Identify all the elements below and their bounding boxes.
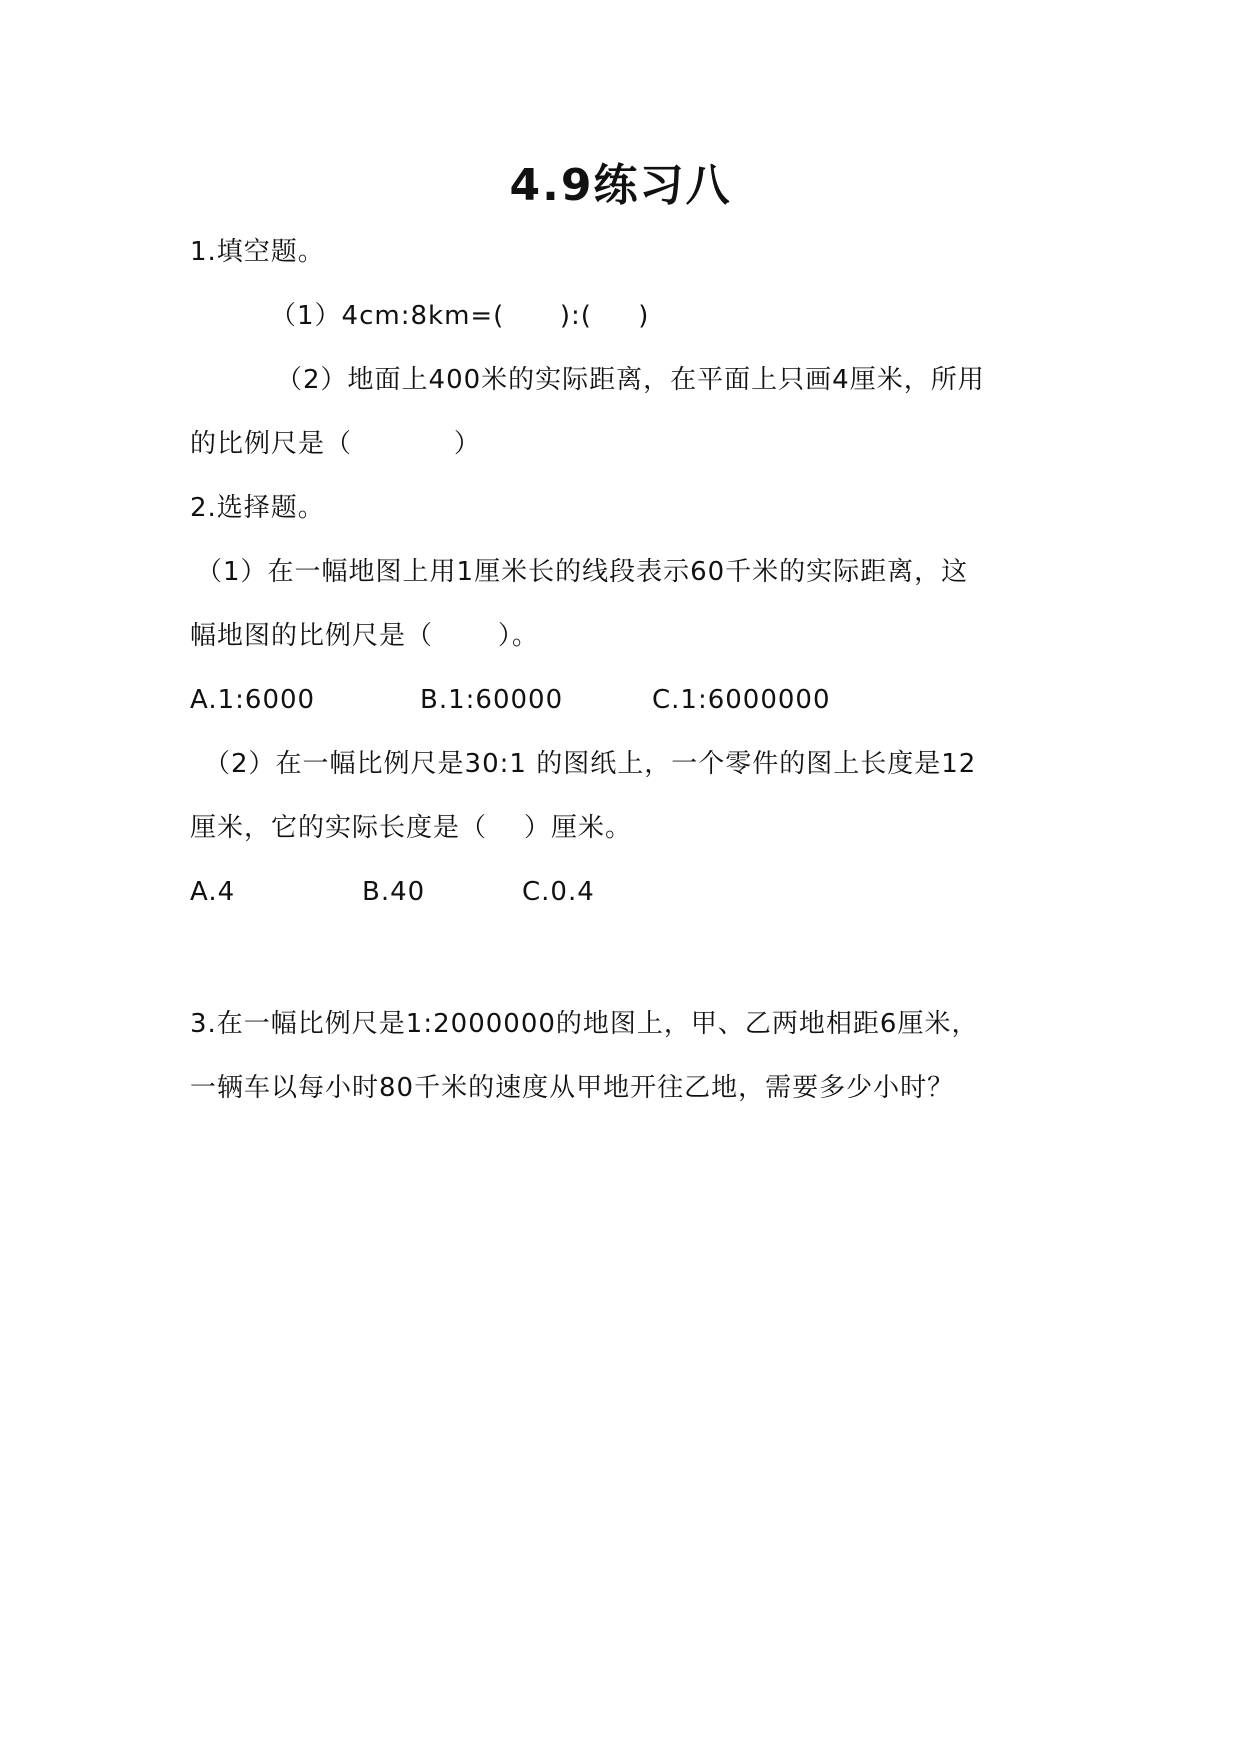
q2-sub2-option-c: C.0.4	[522, 877, 595, 907]
page-title: 4.9练习八	[509, 160, 732, 211]
q3-line1: 3.在一幅比例尺是1:2000000的地图上，甲、乙两地相距6厘米，	[190, 1009, 979, 1039]
q2-sub1-option-c: C.1:6000000	[652, 685, 831, 715]
q2-sub2-line1: （2）在一幅比例尺是30:1 的图纸上，一个零件的图上长度是12	[204, 749, 977, 779]
q2-sub1-option-b: B.1:60000	[420, 685, 564, 715]
q2-sub2-option-a: A.4	[190, 877, 236, 907]
q1-sub2-line2: 的比例尺是（ ）	[190, 429, 481, 459]
q1-sub2-line1: （2）地面上400米的实际距离，在平面上只画4厘米，所用	[276, 365, 985, 395]
q1-sub1: （1）4cm:8km=( ):( )	[270, 301, 650, 331]
q1-heading: 1.填空题。	[190, 237, 325, 267]
q2-sub1-option-a: A.1:6000	[190, 685, 316, 715]
q2-sub2-line2: 厘米，它的实际长度是（ ）厘米。	[190, 813, 633, 843]
q2-sub1-line1: （1）在一幅地图上用1厘米长的线段表示60千米的实际距离，这	[196, 557, 969, 587]
q3-line2: 一辆车以每小时80千米的速度从甲地开往乙地，需要多少小时？	[190, 1073, 955, 1103]
q2-heading: 2.选择题。	[190, 493, 325, 523]
q2-sub2-option-b: B.40	[362, 877, 426, 907]
q2-sub1-line2: 幅地图的比例尺是（ ）。	[190, 621, 539, 651]
